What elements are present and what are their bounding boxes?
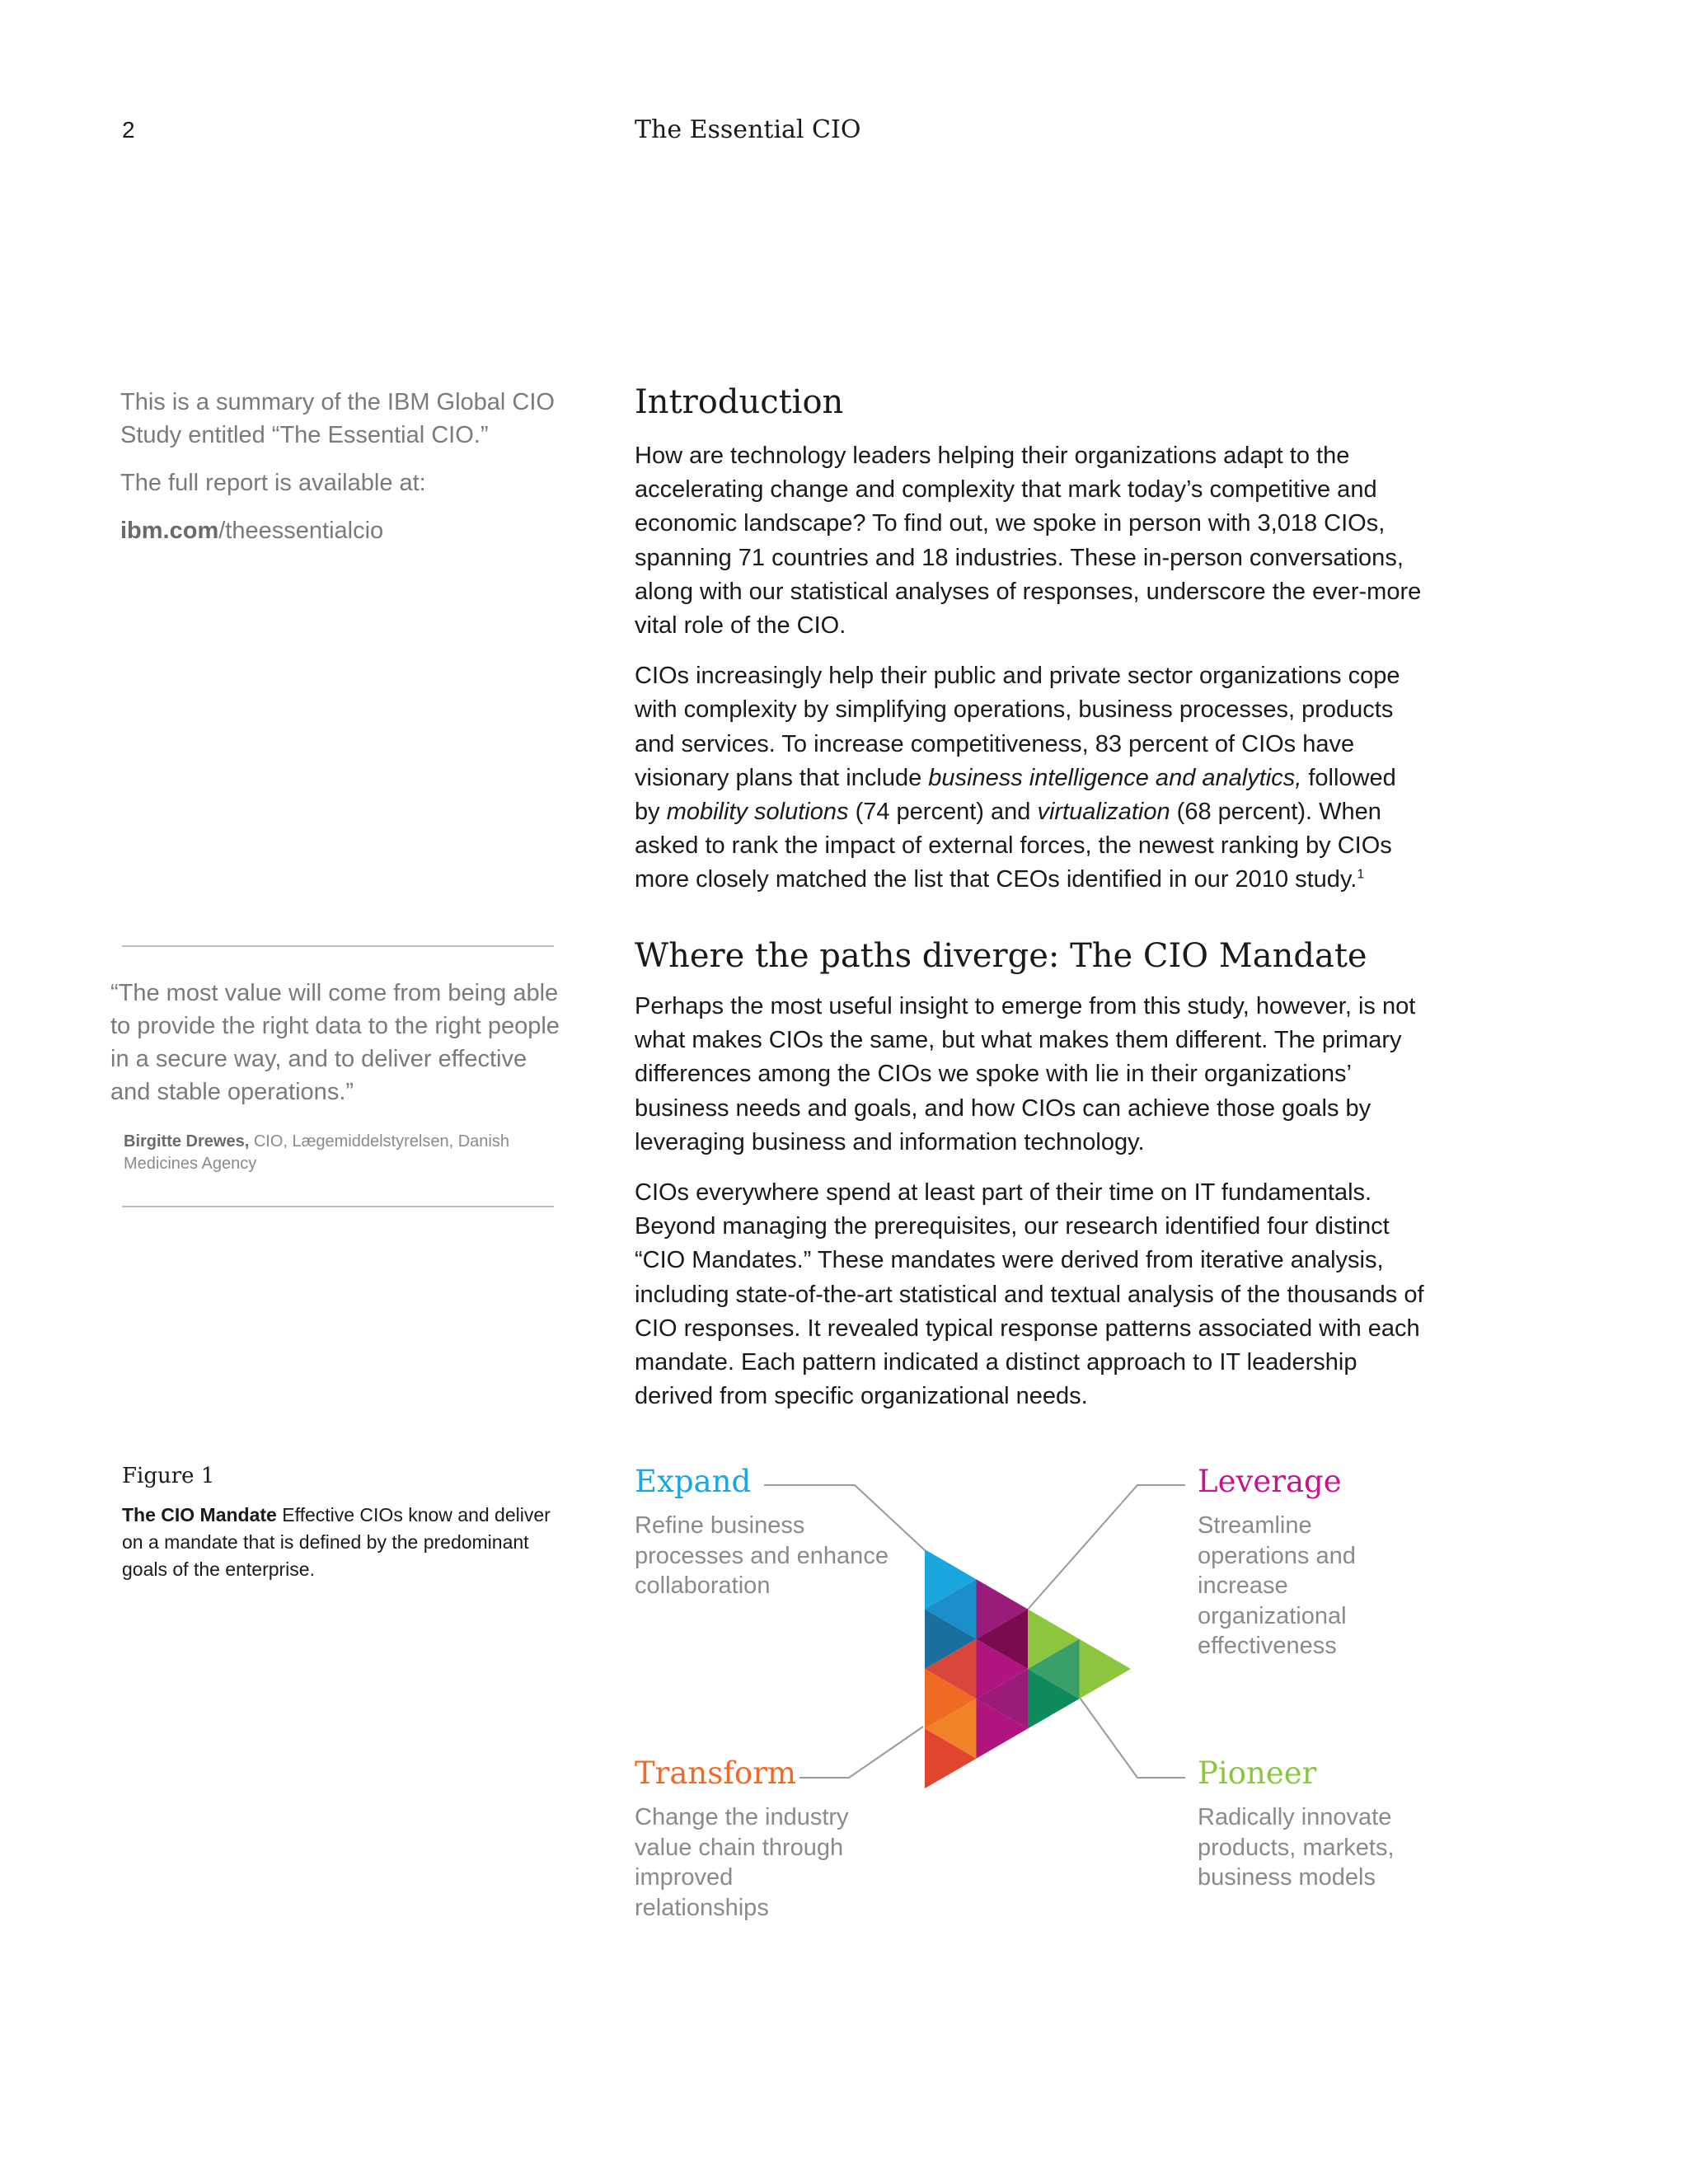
expand-description: Refine business processes and enhance collaboration — [635, 1512, 889, 1599]
expand-block — [635, 1464, 907, 1601]
intro-p2-text-a: CIOs increasingly help their public and private sector organizations cope with complexity by simplifying operations, business processes, products and services. To increase competitiveness, 83 percent of CIOs have visionary plans that include — [635, 663, 1400, 791]
summary-text: This is a summary of the IBM Global CIO Study entitled “The Essential CIO.” — [120, 389, 555, 448]
mandate-triangle-graphic — [925, 1549, 1131, 1788]
mandate-triangle-cell-pioneer — [1080, 1639, 1132, 1699]
leverage-title: Leverage — [1198, 1464, 1342, 1499]
mandate-heading: Where the paths diverge: The CIO Mandate — [635, 937, 1367, 975]
report-availability-text: The full report is available at: — [120, 470, 426, 496]
mandate-paragraph-1: Perhaps the most useful insight to emerge from this study, however, is not what makes CIOs the same, but what makes them different. The primary differences among the CIOs we spoke with lie in their organizations’ business needs and goals, and how CIOs can achieve those goals by leveraging business and information technology. — [635, 993, 1416, 1155]
intro-p2-italic-mobility: mobility solutions — [666, 799, 849, 826]
leverage-description: Streamline operations and increase organizational effectiveness — [1198, 1512, 1356, 1659]
page-number: 2 — [122, 117, 135, 143]
figure-label: Figure 1 — [122, 1464, 215, 1488]
pioneer-block — [1198, 1755, 1412, 1893]
expand-title: Expand — [635, 1464, 752, 1499]
transform-description: Change the industry value chain through improved relationships — [635, 1804, 849, 1921]
intro-p2-italic-virtualization: virtualization — [1037, 799, 1170, 826]
leverage-leader-line — [1026, 1485, 1185, 1611]
transform-title: Transform — [635, 1755, 796, 1791]
mandate-paragraph-2: CIOs everywhere spend at least part of their time on IT fundamentals. Beyond managing the prerequisites, our research identified four distinct “CIO Mandates.” These mandates were derived from iterative analysis, including state-of-the-art statistical and textual analysis of the thousands of CIO responses. It revealed typical response patterns associated with each mandate. Each pattern indicated a distinct approach to IT leadership derived from specific organizational needs. — [635, 1179, 1424, 1410]
report-link-domain: ibm.com — [120, 518, 219, 544]
introduction-paragraph-1: How are technology leaders helping their organizations adapt to the accelerating change and complexity that mark today’s competitive and economic landscape? To find out, we spoke in person with 3,018 CIOs, spanning 71 countries and 18 industries. These in-person conversations, along with our statistical analyses of responses, underscore the ever-more vital role of the CIO. — [635, 443, 1422, 640]
introduction-heading: Introduction — [635, 383, 844, 421]
report-link-path: /theessentialcio — [218, 518, 384, 544]
pioneer-leader-line — [1080, 1698, 1185, 1778]
footnote-marker[interactable]: 1 — [1357, 867, 1365, 882]
figure-caption-title: The CIO Mandate — [122, 1504, 277, 1526]
figure-caption-text: Effective CIOs know and deliver on a mandate that is defined by the predominant goals of the enterprise. — [122, 1504, 551, 1580]
leverage-block — [1198, 1464, 1379, 1661]
intro-p2-text-d: (68 percent). When asked to rank the impact of external forces, the newest ranking by CIOs more closely matched the list that CEOs identified in our 2010 study. — [635, 799, 1392, 893]
transform-block — [635, 1755, 865, 1923]
quote-author: Birgitte Drewes, — [124, 1132, 250, 1151]
intro-p2-text-c: (74 percent) and — [848, 799, 1038, 826]
intro-p2-italic-bi: business intelligence and analytics, — [928, 764, 1302, 791]
running-title: The Essential CIO — [635, 115, 861, 144]
pull-quote: “The most value will come from being able to provide the right data to the right people in a secure way, and to deliver effective and stable operations.” — [110, 980, 560, 1105]
intro-p2-text-b: followed by — [635, 764, 1396, 826]
pioneer-description: Radically innovate products, markets, business models — [1198, 1804, 1395, 1891]
quote-role: CIO, Lægemiddelstyrelsen, Danish Medicines Agency — [124, 1132, 509, 1173]
pioneer-title: Pioneer — [1198, 1755, 1317, 1791]
